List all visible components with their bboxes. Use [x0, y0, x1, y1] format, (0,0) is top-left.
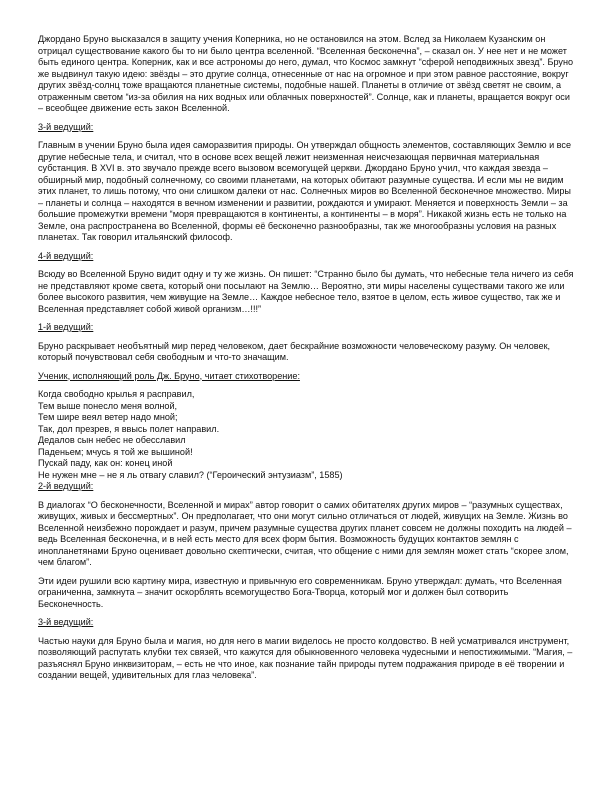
poem-line: Когда свободно крылья я расправил,: [38, 389, 195, 399]
poem-line: Паденьем; мчусь я той же вышиной!: [38, 446, 193, 457]
paragraph-magic: Частью науки для Бруно была и магия, но для него в магии виделось не просто колдовство. В ней усматривался инструмент, позволяющий распутать клубки тех связей, что кажутся для обыкновенного человека чудесными и непостижимыми. “Магия, – разъяснял Бруно инквизиторам, – есть не что иное, как познание тайн природы путем подражания природе в её творении и создании вещей, удивительных для глаз человека”.: [38, 635, 573, 680]
speaker-label-3rd-host: 3-й ведущий:: [38, 121, 94, 132]
speaker-label-4th-host: 4-й ведущий:: [38, 250, 94, 261]
poem-line: Тем выше понесло меня волной,: [38, 400, 178, 411]
paragraph-self-development: Главным в учении Бруно была идея саморазвития природы. Он утверждал общность элементов, составляющих Землю и все другие небесные тела, и считал, что в основе всех вещей лежит неизменная неисчезающая первичная материальная субстанция. В XVI в. это звучало прежде всего вызовом всемогущей церкви. Джордано Бруно учил, что каждая звезда – обширный мир, подобный солнечному, со своими планетами, на которых обитают разумные существа. И если мы не видим этих планет, то лишь потому, что они слишком далеки от нас. Солнечных миров во Вселенной бесконечное множество. Миры – планеты и солнца – находятся в вечном изменении и развитии, рождаются и умирают. Меняется и поверхность Земли – за большие промежутки времени “моря превращаются в континенты, а континенты – в моря”. Никакой жизнь есть не только на Земле, она распространена во Вселенной, формы её бесконечно разнообразны, так же многообразны условия на разных планетах. Так говорил итальянский философ.: [38, 140, 572, 242]
poem-line: Дедалов сын небес не обесславил: [38, 435, 186, 445]
paragraph-world-picture: Эти идеи рушили всю картину мира, известную и привычную его современникам. Бруно утверждал: думать, что Вселенная ограниченна, замкнута – значит оскорблять всемогущество Бога-Творца, который мог и должен был сотворить Бесконечность.: [38, 575, 562, 609]
paragraph-dialogues-infinity: В диалогах “О бесконечности, Вселенной и мирах” автор говорит о самих обитателях других миров – “разумных существах, живущих, живых и бессмертных”. Он предполагает, что они могут сильно отличаться от людей, живущих на Земле. Жизнь во Вселенной неизбежно порождает и разум, причем разумные существа других планет совсем не должны походить на людей – ведь Вселенная бесконечна, и в ней есть место для всех форм бытия. Возможность будущих контактов землян с инопланетянами Бруно оценивает довольно скептически, считая, что общение с ними для землян может стать “скорее злом, чем благом”.: [38, 499, 572, 567]
poem-line: Тем шире веял ветер надо мной;: [38, 412, 178, 422]
poem-line: Пускай паду, как он: конец иной: [38, 458, 173, 468]
poem-line: Так, дол презрев, я ввысь полет направил.: [38, 423, 220, 434]
speaker-label-student: Ученик, исполняющий роль Дж. Бруно, читает стихотворение:: [38, 370, 300, 381]
speaker-label-3rd-host-2: 3-й ведущий:: [38, 617, 94, 627]
poem-line: Не нужен мне – не я ль отвагу славил? (“Героический энтузиазм”, 1585): [38, 469, 343, 480]
poem: [38, 389, 574, 481]
paragraph-quote-living-universe: Всюду во Вселенной Бруно видит одну и ту же жизнь. Он пишет: “Странно было бы думать, что небесные тела ничего из себя не представляют кроме света, который они посылают на Землю… Вероятно, эти миры населены существами такого же или более высокого развития, чем живущие на Земле… Каждое небесное тело, взятое в целом, есть живое существо, так же и Вселенная представляет собой живой организм…!!!”: [38, 269, 574, 314]
paragraph-human-reason: Бруно раскрывает необъятный мир перед человеком, дает бескрайние возможности человеческому разуму. Он человек, который почувствовал себя свободным и что-то значащим.: [38, 340, 551, 362]
paragraph-bruno-copernicus: Джордано Бруно высказался в защиту учения Коперника, но не остановился на этом. Вслед за Николаем Кузанским он отрицал существование какого бы то ни было центра вселенной. “Вселенная бесконечна”, – сказал он. У нее нет и не может быть единого центра. Коперник, как и все астрономы до него, думал, что Космос замкнут “сферой неподвижных звезд”. Бруно же выдвинул такую идею: звёзды – это другие солнца, отнесенные от нас на огромное и при этом равное расстояние, вокруг других звёзд-солнц тоже вращаются планетные системы, подобные нашей. Планеты в отличие от звёзд светят не своим, а отраженным светом “из-за обилия на них водных или облачных поверхностей”. Солнце, как и планеты, вращается вокруг оси – всеобщее движение есть закон Вселенной.: [38, 34, 574, 113]
speaker-label-1st-host: 1-й ведущий:: [38, 322, 94, 332]
speaker-label-2nd-host: 2-й ведущий:: [38, 481, 94, 491]
